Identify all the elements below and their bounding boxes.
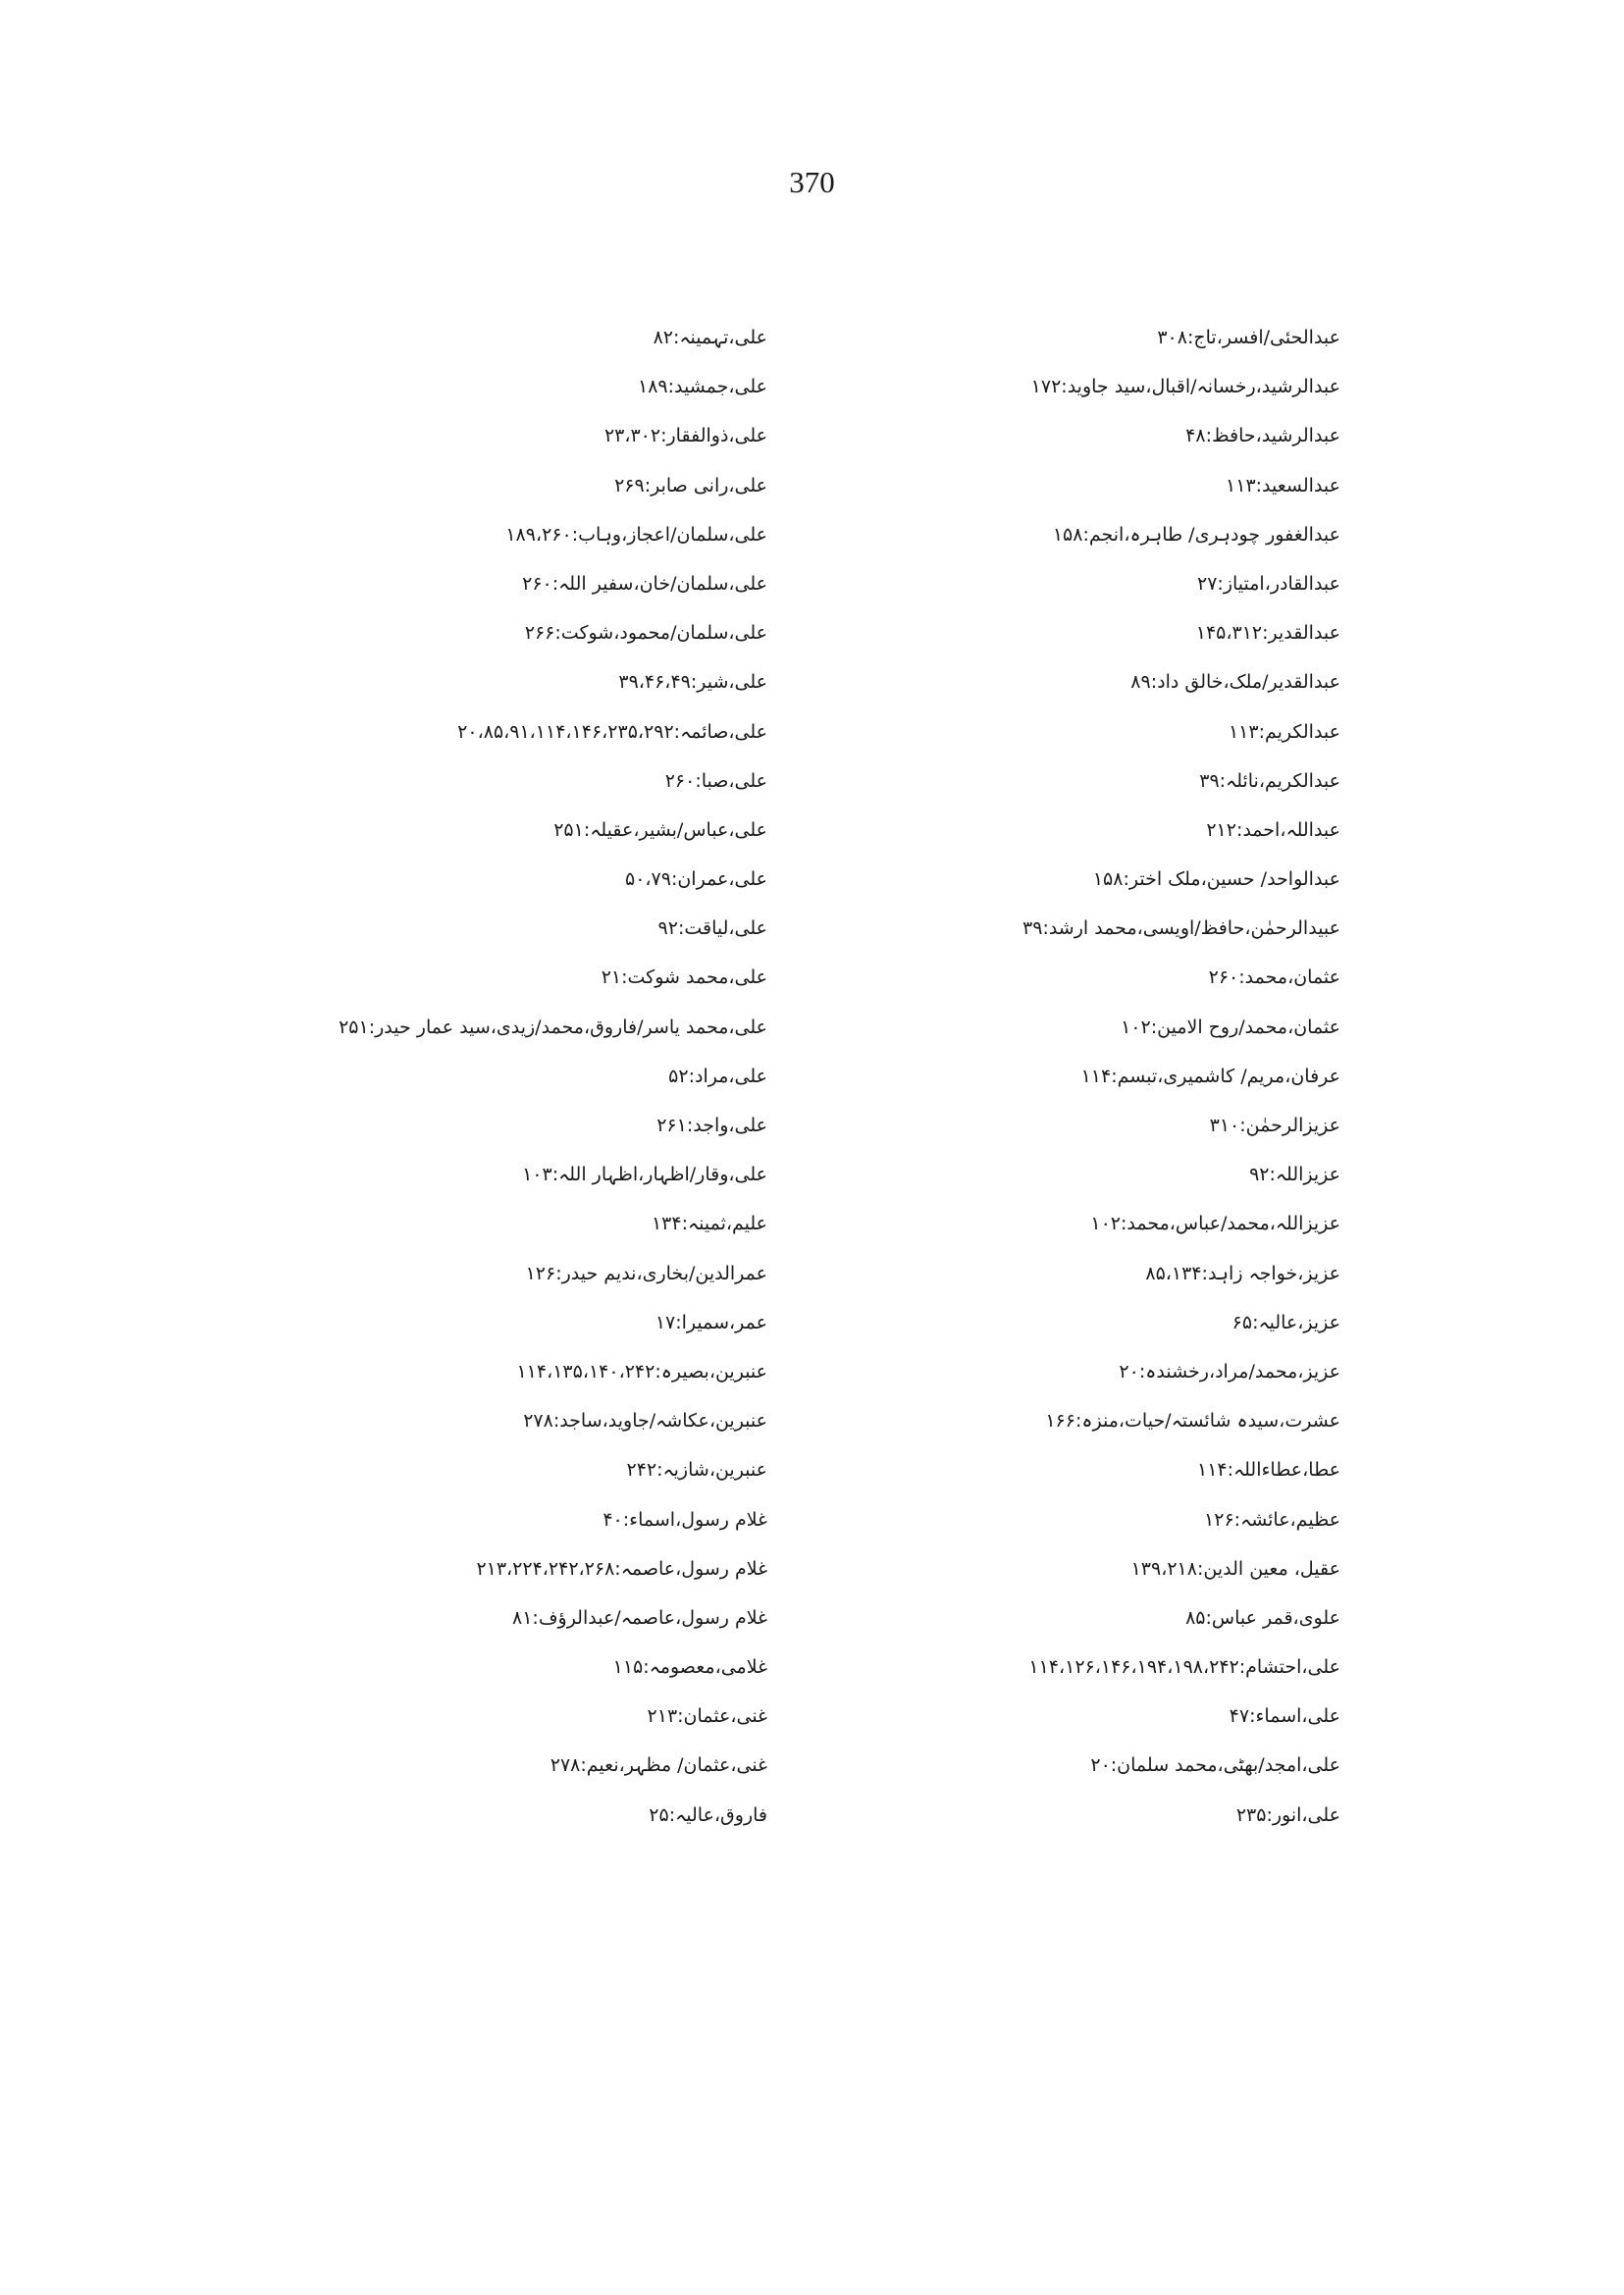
index-entry: عبدالحئی/افسر،تاج:۳۰۸ xyxy=(1157,327,1340,348)
index-entry: علی،واجد:۲۶۱ xyxy=(656,1115,767,1136)
index-entry: علی،عمران:۵۰،۷۹ xyxy=(625,868,767,891)
index-entry: عزیز،محمد/مراد،رخشندہ:۲۰ xyxy=(1119,1360,1340,1382)
index-entry: علی،انور:۲۳۵ xyxy=(1235,1803,1340,1826)
index-entry: عشرت،سیدہ شائستہ/حیات،منزہ:۱۶۶ xyxy=(1045,1410,1340,1433)
index-entry: علی،سلمان/خان،سفیر اللہ:۲۶۰ xyxy=(522,572,767,595)
index-entry: علی،جمشید:۱۸۹ xyxy=(637,376,767,398)
index-entry: غلامی،معصومہ:۱۱۵ xyxy=(612,1656,767,1679)
index-entry: عطا،عطاءاللہ:۱۱۴ xyxy=(1196,1459,1340,1482)
index-entry: علیم،ثمینہ:۱۳۴ xyxy=(651,1213,767,1235)
index-entry: علوی،قمر عباس:۸۵ xyxy=(1185,1606,1340,1629)
index-entry: علی،اسماء:۴۷ xyxy=(1229,1705,1340,1728)
index-entry: غنی،عثمان/ مظہر،نعیم:۲۷۸ xyxy=(550,1754,767,1777)
index-entry: عزیزاللہ،محمد/عباس،محمد:۱۰۲ xyxy=(1090,1213,1340,1235)
index-entry: عزیز،خواجہ زاہد:۸۵،۱۳۴ xyxy=(1145,1262,1340,1284)
index-entry: غلام رسول،اسماء:۴۰ xyxy=(602,1508,767,1531)
index-entry: عنبرین،عکاشہ/جاوید،ساجد:۲۷۸ xyxy=(523,1410,767,1433)
index-entry: عرفان،مریم/ کاشمیری،تبسم:۱۱۴ xyxy=(1080,1065,1340,1087)
index-entry: عبدالغفور چودہری/ طاہرہ،انجم:۱۵۸ xyxy=(1052,523,1340,546)
index-entry: غلام رسول،عاصمہ:۲۱۳،۲۲۴،۲۴۲،۲۶۸ xyxy=(476,1557,767,1580)
index-entry: علی،لیاقت:۹۲ xyxy=(657,917,767,940)
index-entry: عنبرین،شازیہ:۲۴۲ xyxy=(626,1459,767,1482)
index-entry: عثمان،محمد/روح الامین:۱۰۲ xyxy=(1121,1016,1340,1038)
index-entry: عقیل، معین الدین:۱۳۹،۲۱۸ xyxy=(1130,1557,1340,1580)
index-entry: عبداللہ،احمد:۲۱۲ xyxy=(1206,818,1340,841)
index-entry: عبدالرشید،رخسانہ/اقبال،سید جاوید:۱۷۲ xyxy=(1030,376,1340,398)
index-entry: عمرالدین/بخاری،ندیم حیدر:۱۲۶ xyxy=(525,1262,767,1284)
index-column-right xyxy=(791,318,1340,1845)
index-entry: علی،صائمہ:۲۰،۸۵،۹۱،۱۱۴،۱۴۶،۲۳۵،۲۹۲ xyxy=(457,720,767,743)
index-entry: عبدالقدیر/ملک،خالق داد:۸۹ xyxy=(1130,671,1340,694)
index-entry: علی،سلمان/اعجاز،وہاب:۱۸۹،۲۶۰ xyxy=(505,523,767,546)
index-column-left xyxy=(247,318,767,1845)
index-entry: علی،تہمینہ:۸۲ xyxy=(653,327,767,348)
index-entry: عنبرین،بصیرہ:۱۱۴،۱۳۵،۱۴۰،۲۴۲ xyxy=(516,1360,767,1382)
index-entry: علی،مراد:۵۲ xyxy=(668,1065,767,1087)
index-entry: علی،ذوالفقار:۲۳،۳۰۲ xyxy=(603,425,767,447)
page-number: 370 xyxy=(789,165,835,199)
index-entry: عبدالکریم:۱۱۳ xyxy=(1228,720,1340,743)
index-entry: عمر،سمیرا:۱۷ xyxy=(655,1311,767,1333)
index-entry: علی،عباس/بشیر،عقیلہ:۲۵۱ xyxy=(553,818,767,841)
index-entry: علی،محمد شوکت:۲۱ xyxy=(601,966,767,989)
index-entry: عبدالرشید،حافظ:۴۸ xyxy=(1185,425,1340,447)
index-entry: علی،احتشام:۱۱۴،۱۲۶،۱۴۶،۱۹۴،۱۹۸،۲۴۲ xyxy=(1028,1656,1340,1679)
index-entry: غلام رسول،عاصمہ/عبدالرؤف:۸۱ xyxy=(512,1606,767,1629)
index-entry: عظیم،عائشہ:۱۲۶ xyxy=(1204,1508,1340,1531)
index-entry: عبدالقادر،امتیاز:۲۷ xyxy=(1197,572,1340,595)
index-entry: غنی،عثمان:۲۱۳ xyxy=(647,1705,767,1728)
index-entry: علی،صبا:۲۶۰ xyxy=(664,769,767,792)
index-entry: علی،سلمان/محمود،شوکت:۲۶۶ xyxy=(524,622,767,645)
index-entry: عزیز،عالیہ:۶۵ xyxy=(1231,1311,1340,1333)
index-entry: عبدالسعید:۱۱۳ xyxy=(1226,474,1340,496)
index-entry: فاروق،عالیہ:۲۵ xyxy=(649,1803,767,1826)
index-entry: عزیزاللہ:۹۲ xyxy=(1249,1164,1340,1186)
index-entry: عثمان،محمد:۲۶۰ xyxy=(1208,966,1340,989)
index-entry: عبدالواحد/ حسین،ملک اختر:۱۵۸ xyxy=(1092,868,1340,891)
index-entry: عبدالقدیر:۱۴۵،۳۱۲ xyxy=(1195,622,1340,645)
index-entry: عبیدالرحمٰن،حافظ/اویسی،محمد ارشد:۳۹ xyxy=(1022,917,1340,940)
index-entry: علی،امجد/بھٹی،محمد سلمان:۲۰ xyxy=(1090,1754,1340,1777)
index-entry: علی،رانی صابر:۲۶۹ xyxy=(614,474,767,496)
index-entry: عبدالکریم،نائلہ:۳۹ xyxy=(1199,769,1340,792)
index-entry: علی،شیر:۳۹،۴۶،۴۹ xyxy=(618,671,767,694)
index-entry: علی،وقار/اظہار،اظہار اللہ:۱۰۳ xyxy=(522,1164,767,1186)
index-entry: علی،محمد یاسر/فاروق،محمد/زیدی،سید عمار حیدر:۲۵۱ xyxy=(339,1016,767,1038)
index-entry: عزیزالرحمٰن:۳۱۰ xyxy=(1209,1115,1340,1136)
